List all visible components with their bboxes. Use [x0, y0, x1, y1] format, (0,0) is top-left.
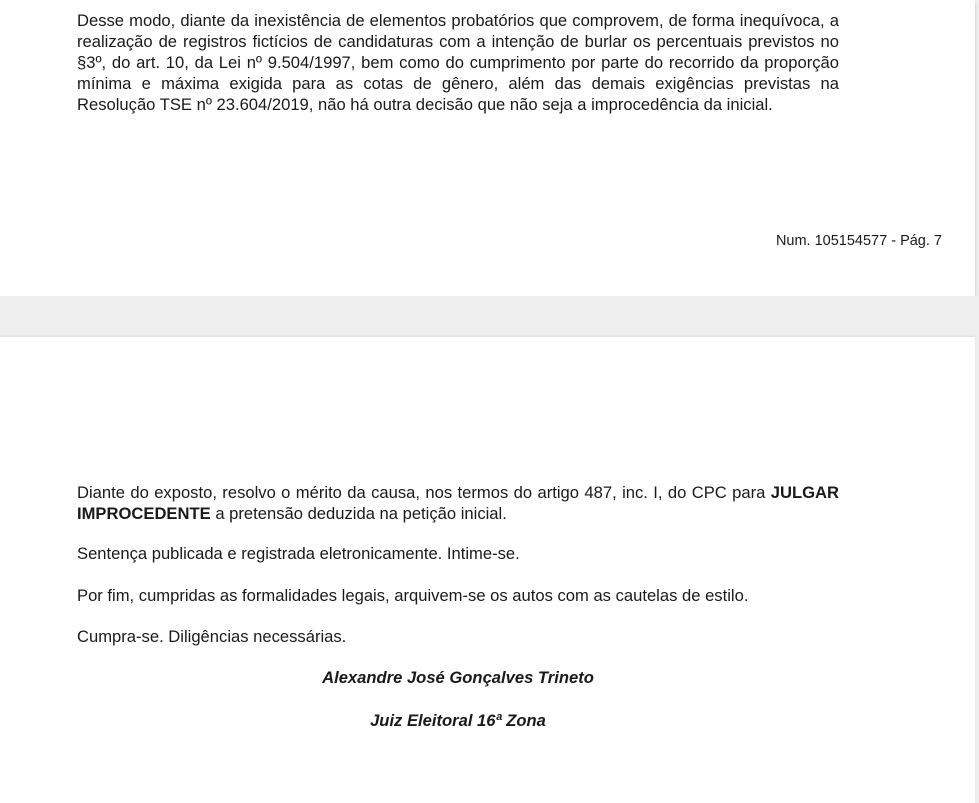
document-page-7 — [0, 0, 975, 296]
decision-paragraph — [77, 482, 839, 524]
publication-paragraph: Sentença publicada e registrada eletronicamente. Intime-se. — [77, 544, 520, 563]
decision-intro: Diante do exposto, resolvo o mérito da causa, nos termos do artigo 487, inc. I, do CPC para — [77, 483, 766, 502]
page-separator — [0, 296, 979, 337]
conclusion-paragraph: Desse modo, diante da inexistência de elementos probatórios que comprovem, de forma inequívoca, a realização de registros fictícios de candidaturas com a intenção de burlar os percentuais previstos no §3º, do art. 10, da Lei nº 9.504/1997, bem como do cumprimento por parte do recorrido da proporção mínima e máxima exigida para as cotas de gênero, além das demais exigências previstas na Resolução TSE nº 23.604/2019, não há outra decisão que não seja a improcedência da inicial. — [77, 11, 839, 114]
judge-title: Juiz Eleitoral 16ª Zona — [370, 711, 546, 730]
page-number: Num. 105154577 - Pág. 7 — [775, 233, 942, 249]
judge-name: Alexandre José Gonçalves Trineto — [322, 668, 594, 687]
document-page-8 — [0, 337, 975, 803]
archive-paragraph: Por fim, cumpridas as formalidades legais, arquivem-se os autos com as cautelas de estilo. — [77, 586, 749, 605]
decision-verdict: JULGAR IMPROCEDENTE — [77, 483, 839, 523]
decision-rest: a pretensão deduzida na petição inicial. — [215, 504, 507, 523]
closing-paragraph: Cumpra-se. Diligências necessárias. — [77, 627, 347, 646]
